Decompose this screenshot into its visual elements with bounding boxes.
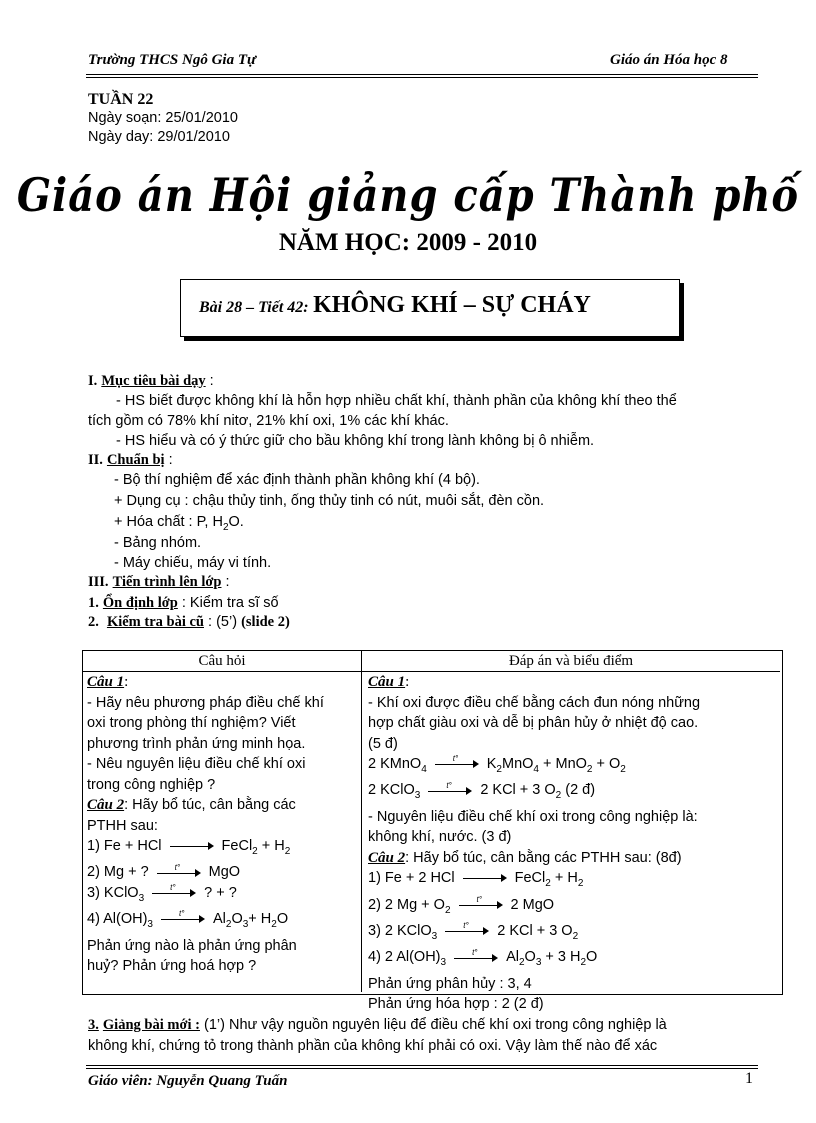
heat-arrow: t° — [454, 952, 498, 964]
table-header-question: Câu hỏi — [198, 653, 246, 669]
section-3-title: Tiến trình lên lớp — [112, 574, 222, 590]
subsection-3-line-2: không khí, chứng tỏ trong thành phần của không khí phải có oxi. Vậy làm thế nào để xác — [88, 1038, 658, 1054]
q-eq-3: 3) KClO$_3$ t° ? + ? — [87, 883, 237, 904]
meta-block — [88, 90, 238, 147]
prep-date: Ngày soạn: 25/01/2010 — [88, 110, 238, 126]
section-1-title: Mục tiêu bài dạy — [101, 373, 206, 389]
school-year: NĂM HỌC: 2009 - 2010 — [278, 229, 538, 256]
footer-teacher: Giáo viên: Nguyễn Quang Tuấn — [88, 1073, 288, 1089]
section-1-line-2: tích gồm có 78% khí nitơ, 21% khí oxi, 1% các khí khác. — [88, 413, 449, 429]
teach-date: Ngày day: 29/01/2010 — [88, 129, 230, 145]
table-header-answer: Đáp án và biểu điểm — [508, 653, 634, 669]
a-eq-kmno4: 2 KMnO$_4$ t° $K_2MnO_4 + MnO_2 + O_2$ — [368, 754, 626, 775]
page-number: 1 — [745, 1070, 753, 1087]
week-label: TUẦN 22 — [88, 91, 154, 108]
heat-arrow: t° — [435, 758, 479, 770]
heat-arrow: t° — [161, 913, 205, 925]
a-eq-1: 1) Fe + 2 HCl FeCl$_2$ + $H_2$ — [368, 870, 584, 890]
section-1-line-3: - HS hiểu và có ý thức giữ cho bầu không khí trong lành không bị ô nhiễm. — [116, 433, 595, 449]
q-eq-4: 4) $Al(OH)_3$ t° $Al_2O_3+ H_2O$ — [87, 909, 289, 931]
section-2-title: Chuẩn bị — [106, 452, 165, 468]
q-eq-2: 2) Mg + ? t° MgO — [87, 862, 241, 881]
section-2-heading: II. Chuẩn bị : — [88, 452, 173, 468]
section-2-line-4: - Bảng nhóm. — [114, 535, 202, 551]
section-1-heading: I. Mục tiêu bài dạy : — [88, 373, 214, 389]
subsection-3: 3. Giảng bài mới : (1’) Như vậy nguồn nguyên liệu để điều chế khí oxi trong công nghiệp là — [88, 1017, 667, 1033]
review-table — [82, 650, 783, 1013]
doc-title: Giáo án Hội giảng cấp Thành phố — [16, 168, 800, 223]
questions-cell: Câu 1: - Hãy nêu phương pháp điều chế khí oxi trong phòng thí nghiệm? Viết phương trình phản ứng minh họa. - Nêu nguyên liệu điều chế khí oxi trong công nghiệp ? Câu 2: Hãy bổ túc, cân bằng các PTHH sau: 1) Fe + HCl FeCl$_2$ + $H_2$ 2) Mg + ? t° MgO 3) KClO$_3$ t° ? + ? 4) $Al(OH)_3$ t° $Al_2O_3+ H_2O$ Phản ứng nào là phản ứng phân huỷ? Phản ứng hoá hợp ? — [87, 672, 355, 977]
header-rule — [86, 74, 758, 78]
header-doc-type: Giáo án Hóa học 8 — [610, 52, 728, 68]
heat-arrow: t° — [152, 887, 196, 899]
section-2-line-1: - Bộ thí nghiệm để xác định thành phần không khí (4 bộ). — [114, 472, 480, 488]
lesson-prefix: Bài 28 – Tiết 42: — [199, 299, 309, 316]
subsection-2: 2. Kiểm tra bài cũ : (5’) (slide 2) — [88, 614, 290, 630]
heat-arrow: t° — [445, 925, 489, 937]
heat-arrow: t° — [157, 867, 201, 879]
q-eq-1: 1) Fe + HCl FeCl$_2$ + $H_2$ — [87, 838, 291, 857]
a-eq-3: 3) 2 KClO$_3$ t° 2 KCl + 3 $O_2$ — [368, 921, 579, 942]
lesson-name: KHÔNG KHÍ – SỰ CHÁY — [313, 292, 591, 318]
subsection-1: 1. Ổn định lớp : Kiểm tra sĩ số — [88, 595, 279, 611]
reaction-arrow — [170, 840, 214, 852]
heat-arrow: t° — [428, 785, 472, 797]
heat-arrow: t° — [459, 899, 503, 911]
a-eq-kclo3: 2 KClO$_3$ t° 2 KCl + 3 $O_2$ (2 đ) — [368, 780, 596, 802]
section-3-heading: III. Tiến trình lên lớp : — [88, 574, 230, 590]
footer-rule — [86, 1065, 758, 1069]
section-1-line-1: - HS biết được không khí là hỗn hợp nhiều chất khí, thành phần của không khí theo thể — [116, 393, 677, 409]
answers-cell: Câu 1: - Khí oxi được điều chế bằng cách đun nóng những hợp chất giàu oxi và dễ bị phân hủy ở nhiệt độ cao. (5 đ) 2 KMnO$_4$ t° $K_2MnO_4 + MnO_2 + O_2$ 2 KClO$_3$ t° 2 KCl + 3 $O_2$ (2 đ) - Nguyên liệu điều chế khí oxi trong công nghiệp là: không khí, nước. (3 đ) Câu 2: Hãy bổ túc, cân bằng các PTHH sau: (8đ) 1) Fe + 2 HCl FeCl$_2$ + $H_2$ 2) 2 $Mg + O_2$ t° 2 MgO 3) 2 KClO$_3$ t° 2 KCl + 3 $O_2$ 4) 2 $Al(OH)_3$ t° $Al_2O_3 + 3$ $H_2O$ Phản ứng phân hủy : 3, 4 Phản ứng hóa hợp : 2 (2 đ) — [368, 672, 776, 1015]
section-2-line-3: + Hóa chất : P, $H_2O$. — [114, 514, 244, 533]
a-eq-4: 4) 2 $Al(OH)_3$ t° $Al_2O_3 + 3$ $H_2O$ — [368, 947, 598, 969]
header-school: Trường THCS Ngô Gia Tự — [88, 52, 256, 68]
section-2-line-2: + Dụng cụ : chậu thủy tinh, ống thủy tinh có nút, muôi sắt, đèn cồn. — [114, 493, 545, 509]
lesson-title-box — [180, 279, 680, 337]
reaction-arrow — [463, 872, 507, 884]
section-2-line-5: - Máy chiếu, máy vi tính. — [114, 555, 272, 571]
a-eq-2: 2) 2 $Mg + O_2$ t° 2 MgO — [368, 894, 555, 916]
